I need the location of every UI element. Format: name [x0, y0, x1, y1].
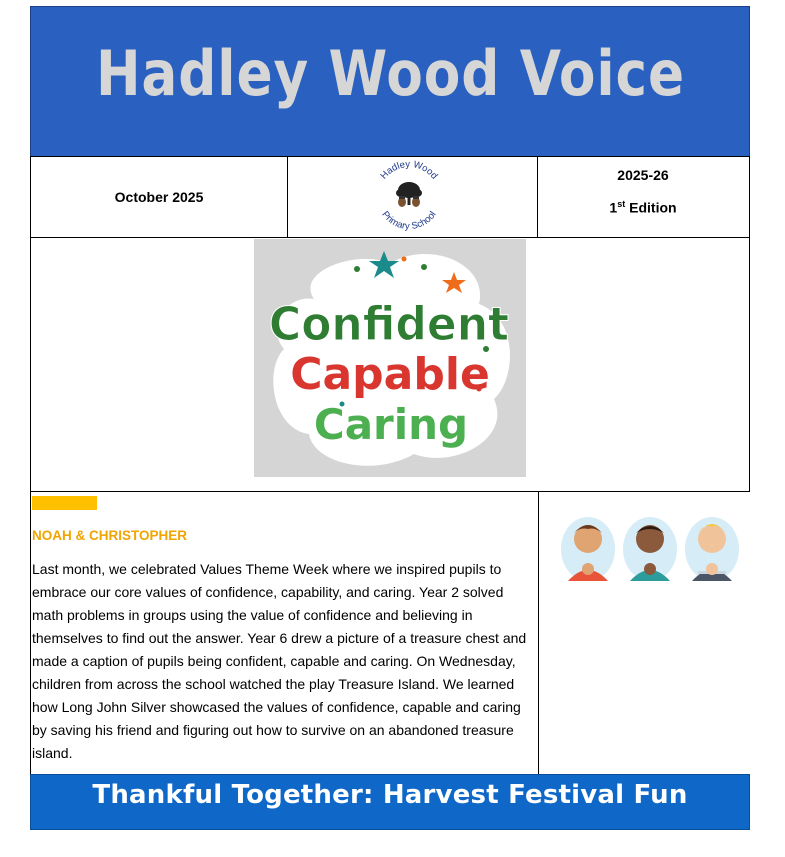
newsletter-title: Hadley Wood Voice [95, 37, 685, 110]
word-confident: Confident [268, 296, 510, 352]
hero-image-row [30, 237, 750, 492]
issue-date: October 2025 [114, 189, 204, 205]
school-year: 2025-26 [617, 167, 669, 183]
svg-text:Hadley Wood [378, 159, 439, 182]
values-graphic [254, 239, 526, 477]
edition-suffix: st [617, 199, 626, 209]
word-caring: Caring [313, 400, 469, 449]
article-body: Last month, we celebrated Values Theme Week where we inspired pupils to embrace our core values of confidence, capability, and caring. Year 2 solved math problems in groups using the value of confidence and believing in themselves to find out the answer. Year 6 drew a picture of a treasure chest and made a caption of pupils being confident, capable and caring. On Wednesday, children from across the school watched the play Treasure Island. We learned how Long John Silver showcased the values of confidence, capable and caring by saving his friend and figuring out how to survive on an abandoned treasure island. [32, 561, 527, 761]
svg-text:Primary School [379, 209, 438, 232]
school-logo [369, 157, 449, 237]
logo-cell [287, 157, 538, 237]
acorn-tree-icon [396, 182, 422, 207]
values-graphic-art [254, 239, 526, 477]
article-section [30, 491, 750, 775]
date-cell [31, 157, 288, 237]
edition-cell [537, 157, 749, 237]
info-row [30, 156, 750, 238]
word-capable: Capable [290, 349, 490, 400]
article-byline: NOAH & CHRISTOPHER [32, 528, 188, 543]
section-heading-banner [30, 774, 750, 830]
logo-bottom-text: Primary School [379, 209, 439, 233]
masthead-banner [30, 6, 750, 157]
side-divider [537, 491, 750, 492]
article-box [30, 491, 539, 776]
edition-label: Edition [625, 199, 677, 216]
accent-bar [32, 496, 97, 510]
section-heading: Thankful Together: Harvest Festival Fun [92, 780, 688, 810]
logo-top-text: Hadley Wood [378, 158, 440, 182]
edition-line [537, 199, 749, 216]
edition-number: 1 [609, 199, 618, 216]
three-children-icon [550, 509, 750, 599]
